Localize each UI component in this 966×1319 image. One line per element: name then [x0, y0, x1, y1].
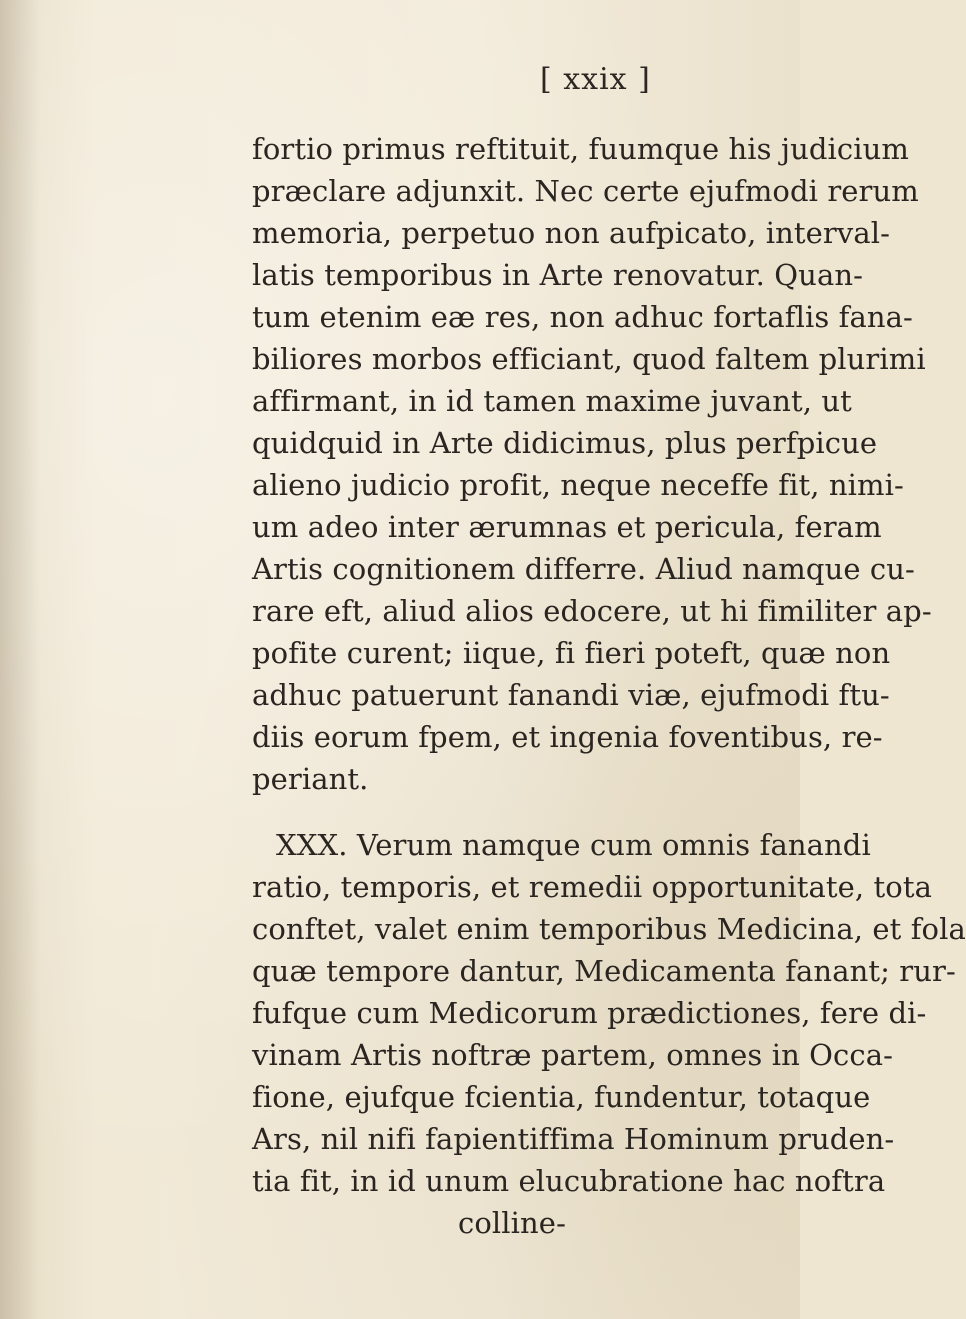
text-line: fione, ejufque fcientia, fundentur, totaque: [252, 1080, 871, 1114]
text-line: Ars, nil nifi fapientiffima Hominum pruden-: [252, 1122, 895, 1156]
page-number: [ xxix ]: [540, 62, 651, 97]
text-line: alieno judicio profit, neque neceffe fit, nimi-: [252, 468, 904, 502]
paragraph-1: [252, 128, 932, 800]
text-line: quidquid in Arte didicimus, plus perfpicue: [252, 426, 878, 460]
text-line: tia fit, in id unum elucubratione hac noftra: [252, 1164, 886, 1198]
text-line: vinam Artis noftræ partem, omnes in Occa-: [252, 1038, 894, 1072]
text-line: memoria, perpetuo non aufpicato, interval-: [252, 216, 891, 250]
text-line: conftet, valet enim temporibus Medicina, et fola: [252, 912, 966, 946]
text-line: um adeo inter ærumnas et pericula, feram: [252, 510, 882, 544]
text-line: præclare adjunxit. Nec certe ejufmodi rerum: [252, 174, 919, 208]
text-block: [252, 128, 966, 1244]
paragraph-gap: [252, 800, 762, 824]
text-line: affirmant, in id tamen maxime juvant, ut: [252, 384, 852, 418]
text-line: quæ tempore dantur, Medicamenta fanant; rur-: [252, 954, 956, 988]
text-line: fortio primus reftituit, fuumque his judicium: [252, 132, 909, 166]
catchword: colline-: [458, 1206, 566, 1240]
text-line: diis eorum fpem, et ingenia foventibus, re-: [252, 720, 883, 754]
paragraph-2: [252, 824, 966, 1202]
text-line: Artis cognitionem differre. Aliud namque cu-: [252, 552, 915, 586]
gutter-shadow: [0, 0, 40, 1319]
text-line: rare eft, aliud alios edocere, ut hi fimiliter ap-: [252, 594, 932, 628]
text-line: periant.: [252, 762, 369, 796]
text-line: adhuc patuerunt fanandi viæ, ejufmodi ftu-: [252, 678, 890, 712]
text-line: tum etenim eæ res, non adhuc fortaflis fana-: [252, 300, 913, 334]
text-line: biliores morbos efficiant, quod faltem plurimi: [252, 342, 926, 376]
text-line: fufque cum Medicorum prædictiones, fere di-: [252, 996, 927, 1030]
text-line: latis temporibus in Arte renovatur. Quan-: [252, 258, 864, 292]
text-line: ratio, temporis, et remedii opportunitate, tota: [252, 870, 932, 904]
section-heading-line: XXX. Verum namque cum omnis fanandi: [276, 828, 871, 862]
text-line: pofite curent; iique, fi fieri poteft, quæ non: [252, 636, 891, 670]
